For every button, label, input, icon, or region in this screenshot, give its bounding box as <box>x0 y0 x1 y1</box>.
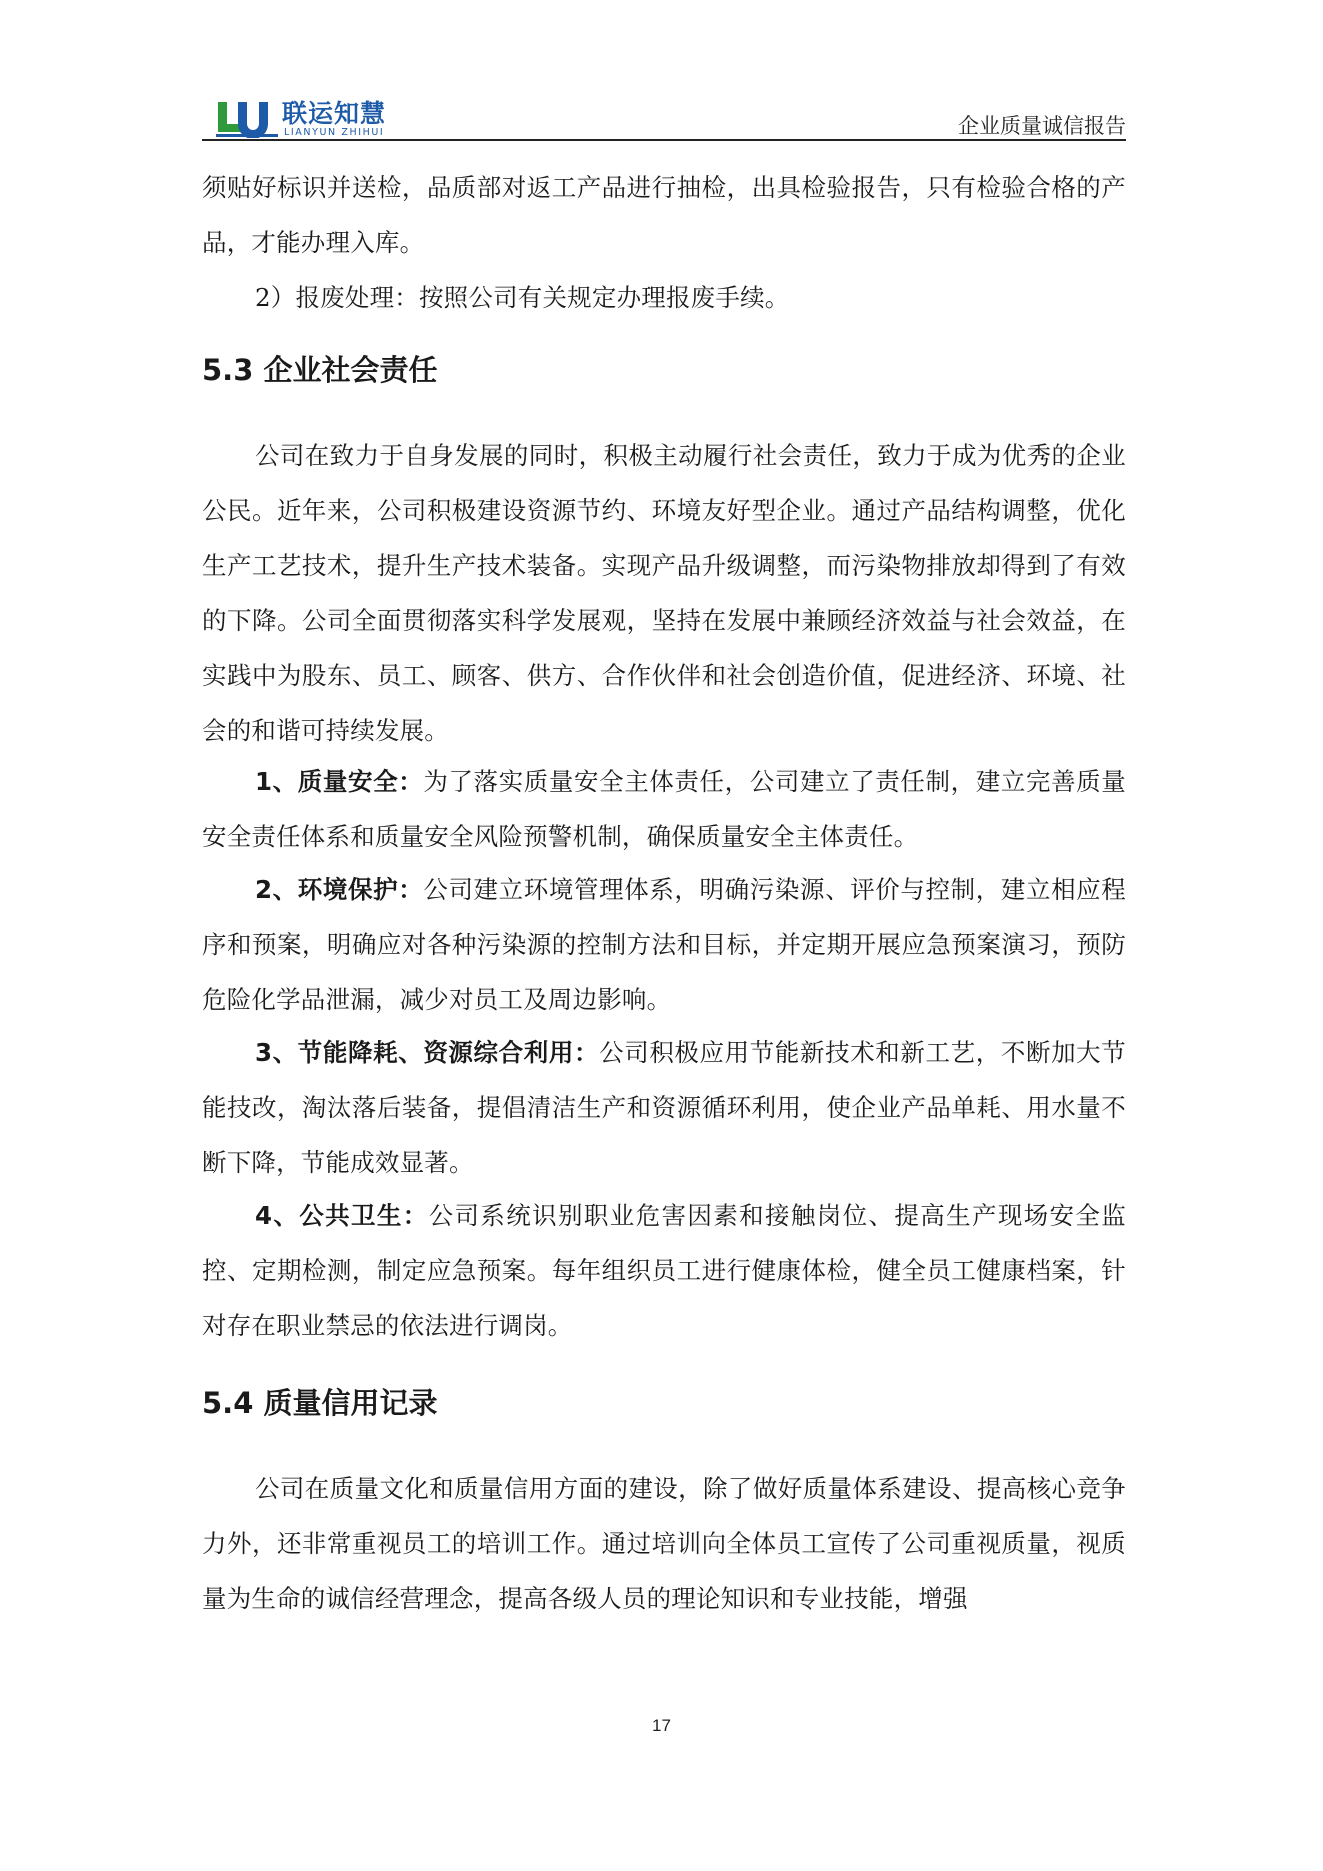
page-content <box>202 160 1126 1626</box>
item-text: 为了落实质量安全主体责任，公司建立了责任制，建立完善质量安全责任体系和质量安全风险预警机制，确保质量安全主体责任。 <box>202 767 1126 851</box>
item-text: 公司建立环境管理体系，明确污染源、评价与控制，建立相应程序和预案，明确应对各种污染源的控制方法和目标，并定期开展应急预案演习，预防危险化学品泄漏，减少对员工及周边影响。 <box>202 875 1126 1014</box>
list-item-energy-saving <box>202 1025 1126 1190</box>
page-header <box>202 96 1126 140</box>
item-label: 4、公共卫生： <box>255 1201 429 1230</box>
section-heading-5-3: 5.3 企业社会责任 <box>202 353 438 387</box>
logo-english-name: LIANYUN ZHIHUI <box>284 127 385 138</box>
logo-chinese-name: 联运知慧 <box>282 99 387 128</box>
item-label: 3、节能降耗、资源综合利用： <box>255 1038 600 1067</box>
page-number: 17 <box>652 1716 671 1735</box>
logo-mark-icon <box>216 100 278 138</box>
item-text: 公司系统识别职业危害因素和接触岗位、提高生产现场安全监控、定期检测，制定应急预案。每年组织员工进行健康体检，健全员工健康档案，针对存在职业禁忌的依法进行调岗。 <box>202 1201 1126 1340</box>
header-report-title: 企业质量诚信报告 <box>958 114 1126 138</box>
list-item-public-health <box>202 1188 1126 1353</box>
header-divider <box>202 139 1126 141</box>
item-text: 公司积极应用节能新技术和新工艺，不断加大节能技改，淘汰落后装备，提倡清洁生产和资源循环利用，使企业产品单耗、用水量不断下降，节能成效显著。 <box>202 1038 1126 1177</box>
paragraph-rework-continued: 须贴好标识并送检，品质部对返工产品进行抽检，出具检验报告，只有检验合格的产品，才能办理入库。 <box>202 173 1126 257</box>
item-label: 1、质量安全： <box>255 767 424 796</box>
paragraph-social-responsibility-intro: 公司在致力于自身发展的同时，积极主动履行社会责任，致力于成为优秀的企业公民。近年来，公司积极建设资源节约、环境友好型企业。通过产品结构调整，优化生产工艺技术，提升生产技术装备。实现产品升级调整，而污染物排放却得到了有效的下降。公司全面贯彻落实科学发展观，坚持在发展中兼顾经济效益与社会效益，在实践中为股东、员工、顾客、供方、合作伙伴和社会创造价值，促进经济、环境、社会的和谐可持续发展。 <box>202 441 1126 745</box>
company-logo <box>216 100 436 138</box>
section-heading-5-4: 5.4 质量信用记录 <box>202 1386 438 1420</box>
list-item-environment <box>202 862 1126 1027</box>
item-label: 2、环境保护： <box>255 875 424 904</box>
list-item-quality-safety <box>202 754 1126 864</box>
paragraph-credit-record-intro: 公司在质量文化和质量信用方面的建设，除了做好质量体系建设、提高核心竞争力外，还非常重视员工的培训工作。通过培训向全体员工宣传了公司重视质量，视质量为生命的诚信经营理念，提高各级人员的理论知识和专业技能，增强 <box>202 1474 1126 1613</box>
paragraph-scrap-handling: 2）报废处理：按照公司有关规定办理报废手续。 <box>255 283 790 312</box>
